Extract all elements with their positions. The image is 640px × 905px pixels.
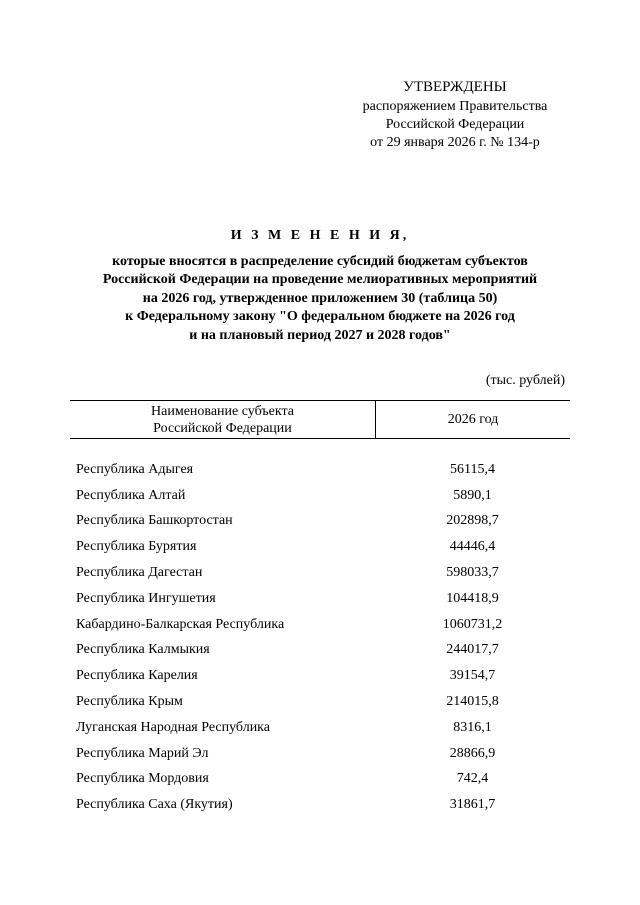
header-region-line-1: Наименование субъекта bbox=[151, 403, 294, 419]
subsidy-value: 44446,4 bbox=[449, 539, 496, 555]
table-body bbox=[70, 457, 570, 818]
title-line: которые вносятся в распределение субсидий бюджетам субъектов bbox=[112, 253, 528, 269]
title-line: Российской Федерации на проведение мелиоративных мероприятий bbox=[102, 272, 538, 287]
table-row bbox=[70, 741, 570, 767]
subsidy-value: 5890,1 bbox=[453, 487, 492, 503]
table-row bbox=[70, 767, 570, 793]
subsidy-value: 8316,1 bbox=[453, 719, 492, 735]
subsidy-value: 1060731,2 bbox=[442, 616, 503, 632]
table-row bbox=[70, 792, 570, 818]
region-name: Республика Башкортостан bbox=[76, 513, 233, 529]
subsidy-table bbox=[70, 400, 570, 818]
units-label: (тыс. рублей) bbox=[485, 373, 565, 388]
table-row bbox=[70, 509, 570, 535]
table-row bbox=[70, 689, 570, 715]
header-year: 2026 год bbox=[447, 411, 499, 427]
table-row bbox=[70, 586, 570, 612]
subsidy-value: 244017,7 bbox=[446, 642, 499, 658]
approval-line-2: Российской Федерации bbox=[385, 117, 525, 132]
subsidy-value: 31861,7 bbox=[449, 797, 496, 813]
table-row bbox=[70, 638, 570, 664]
region-name: Республика Алтай bbox=[76, 487, 186, 503]
table-row bbox=[70, 560, 570, 586]
table-row bbox=[70, 457, 570, 483]
title-line: к Федеральному закону "О федеральном бюджете на 2026 год bbox=[125, 309, 515, 324]
region-name: Кабардино-Балкарская Республика bbox=[76, 616, 285, 632]
title-line: на 2026 год, утвержденное приложением 30 (таблица 50) bbox=[142, 290, 498, 306]
region-name: Республика Марий Эл bbox=[76, 745, 209, 761]
region-name: Республика Саха (Якутия) bbox=[76, 797, 233, 813]
subsidy-value: 28866,9 bbox=[449, 745, 496, 761]
subsidy-value: 104418,9 bbox=[446, 590, 499, 606]
table-row bbox=[70, 612, 570, 638]
region-name: Республика Калмыкия bbox=[76, 642, 210, 658]
region-name: Республика Адыгея bbox=[76, 461, 194, 477]
table-row bbox=[70, 715, 570, 741]
subsidy-value: 39154,7 bbox=[449, 668, 496, 684]
header-region-line-2: Российской Федерации bbox=[153, 420, 292, 436]
subsidy-value: 202898,7 bbox=[446, 513, 499, 529]
subsidy-value: 598033,7 bbox=[446, 565, 499, 581]
region-name: Республика Крым bbox=[76, 694, 183, 710]
header-region-name bbox=[70, 401, 376, 438]
title-main: И З М Е Н Е Н И Я, bbox=[230, 228, 410, 243]
subsidy-value: 742,4 bbox=[456, 771, 489, 787]
subsidy-value: 214015,8 bbox=[446, 694, 499, 710]
region-name: Луганская Народная Республика bbox=[76, 719, 270, 735]
subsidy-value: 56115,4 bbox=[450, 461, 495, 477]
title-line: и на плановый период 2027 и 2028 годов" bbox=[189, 327, 451, 343]
approval-line-3: от 29 января 2026 г. № 134-р bbox=[370, 135, 540, 150]
region-name: Республика Карелия bbox=[76, 668, 198, 684]
table-row bbox=[70, 534, 570, 560]
table-row bbox=[70, 663, 570, 689]
table-row bbox=[70, 483, 570, 509]
table-header bbox=[70, 400, 570, 439]
approval-stamp bbox=[340, 78, 570, 152]
document-title bbox=[70, 227, 570, 345]
region-name: Республика Дагестан bbox=[76, 565, 203, 581]
region-name: Республика Мордовия bbox=[76, 771, 209, 787]
region-name: Республика Бурятия bbox=[76, 539, 197, 555]
approval-line-1: распоряжением Правительства bbox=[362, 99, 548, 114]
region-name: Республика Ингушетия bbox=[76, 590, 216, 606]
approval-heading: УТВЕРЖДЕНЫ bbox=[403, 79, 507, 95]
